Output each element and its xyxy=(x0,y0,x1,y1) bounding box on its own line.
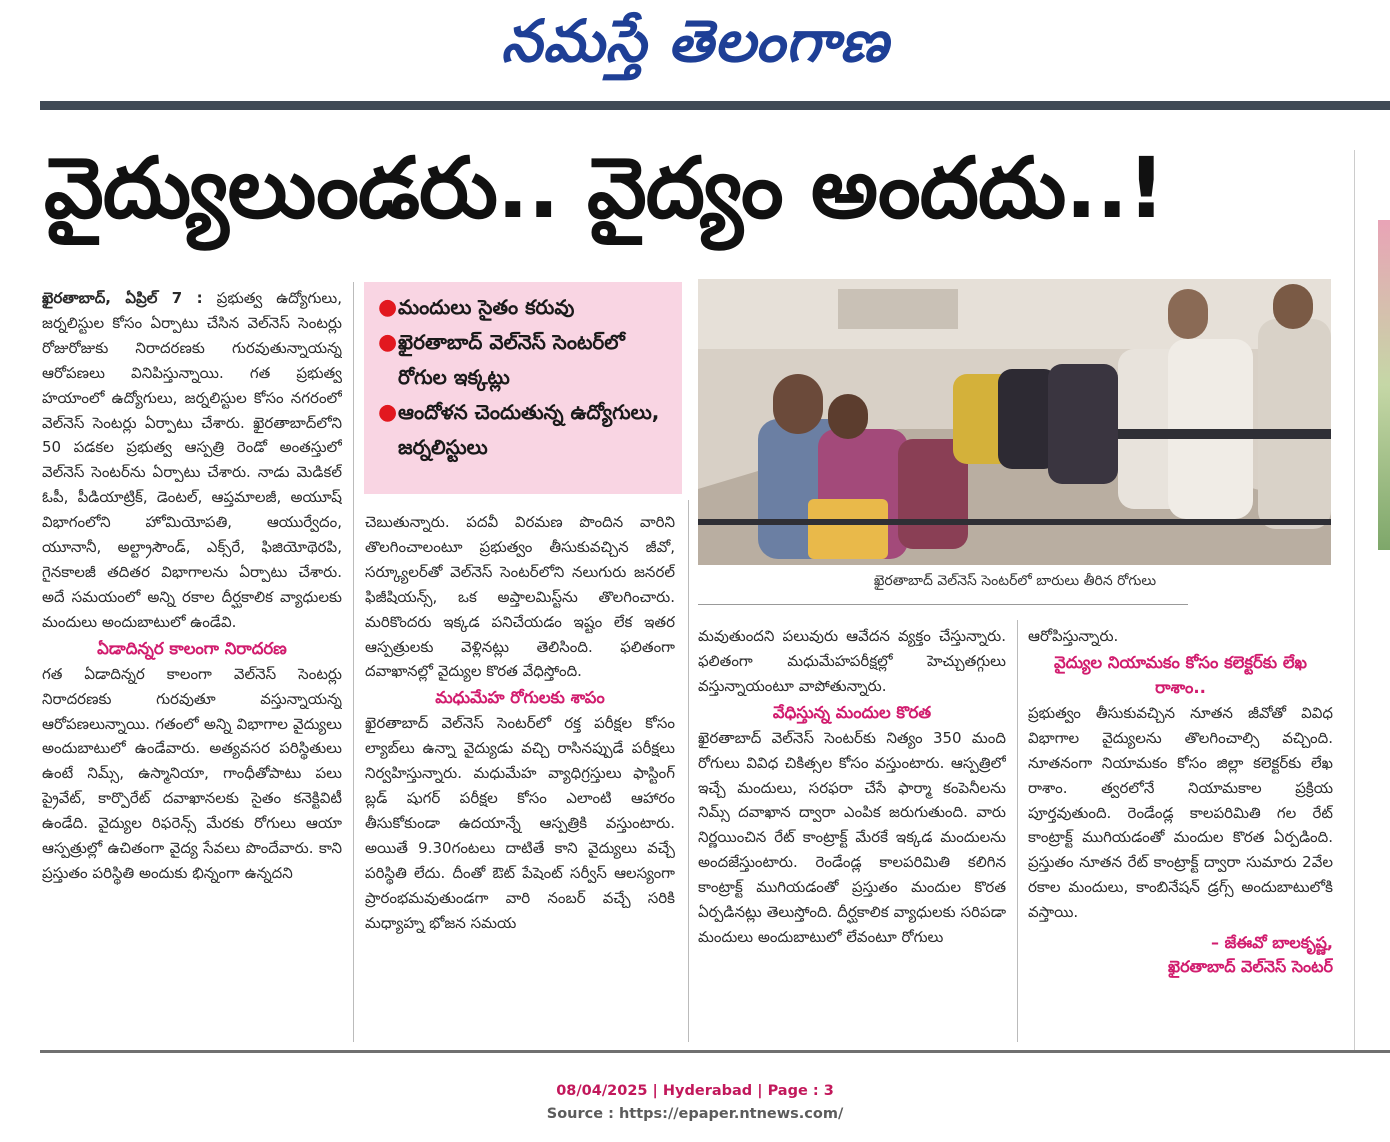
paragraph-diabetes: ఖైరతాబాద్ వెల్‌నెస్ సెంటర్‌లో రక్త పరీక్షల కోసం ల్యాబ్‌లు ఉన్నా వైద్యుడు వచ్చి రాసినప్పుడే పరీక్షలు నిర్వహిస్తున్నారు. మధుమేహ వ్యాధిగ్రస్తులు ఫాస్టింగ్ బ్లడ్ షుగర్ పరీక్షల కోసం ఎలాంటి ఆహారం తీసుకోకుండా ఉదయాన్నే ఆస్పత్రికి వస్తుంటారు. అయితే 9.30గంటలు దాటితే కాని వైద్యులు వచ్చే పరిస్థితి లేదు. దీంతో ఔట్ పేషెంట్ సర్వీస్ ఆలస్యంగా ప్రారంభమవుతుండగా వారి నంబర్ వచ్చే సరికి మధ్యాహ్న భోజన సమయ xyxy=(365,714,675,932)
paragraph-medicine-shortage: ఖైరతాబాద్ వెల్‌నెస్ సెంటర్‌కు నిత్యం 350 మంది రోగులు వివిధ చికిత్సల కోసం వస్తుంటారు. ఆస్పత్రిలో ఇచ్చే మందులు, సరఫరా చేసే ఫార్మా కంపెనీలను నిమ్స్ దవాఖాన ద్వారా ఎంపిక జరుగుతుంది. వారు నిర్ణయించిన రేట్ కాంట్రాక్ట్ మేరకే ఇక్కడ మందులను అందజేస్తుంటారు. రెండేండ్ల కాలపరిమితి కలిగిన కాంట్రాక్ట్ ముగియడంతో ప్రస్తుతం మందుల కొరత ఏర్పడినట్లు తెలుస్తోంది. దీర్ఘకాలిక వ్యాధులకు సరిపడా మందులు అందుబాటులో లేవంటూ రోగులు xyxy=(698,728,1006,946)
footer-source-line: Source : https://epaper.ntnews.com/ xyxy=(546,1106,844,1122)
adjacent-image-fragment xyxy=(1378,220,1390,550)
highlight-item: ● మందులు సైతం కరువు xyxy=(398,290,672,325)
bullet-dot-icon: ● xyxy=(378,295,398,320)
paragraph-neglect: గత ఏడాదిన్నర కాలంగా వెల్‌నెస్ సెంటర్లు నిరాదరణకు గురవుతూ వస్తున్నాయన్న ఆరోపణలున్నాయి. గతంలో అన్ని విభాగాల వైద్యులు అందుబాటులో ఉండేవారు. అత్యవసర పరిస్థితులు ఉంటే నిమ్స్, ఉస్మానియా, గాంధీతోపాటు పలు ప్రైవేట్, కార్పొరేట్ దవాఖానలకు సైతం కనెక్టివిటీ ఉండేది. వైద్యుల రిఫరెన్స్ మేరకు రోగులు ఆయా ఆస్పత్రుల్లో ఉచితంగా వైద్య సేవలు పొందేవారు. కాని ప్రస్తుతం పరిస్థితి అందుకు భిన్నంగా ఉన్నదని xyxy=(42,664,342,882)
subhead-collector-letter: వైద్యుల నియామకం కోసం కలెక్టర్‌కు లేఖ రాశాం.. xyxy=(1053,652,1308,697)
column-divider xyxy=(1017,620,1018,1042)
highlight-item: ● ఆందోళన చెందుతున్న ఉద్యోగులు, జర్నలిస్టులు xyxy=(398,395,672,465)
masthead xyxy=(0,0,1390,96)
bottom-rule xyxy=(40,1050,1390,1053)
highlights-box xyxy=(364,282,682,494)
paragraph-continuation: మవుతుందని పలువురు ఆవేదన వ్యక్తం చేస్తున్నారు. ఫలితంగా మధుమేహపరీక్షల్లో హెచ్చుతగ్గులు వస్తున్నాయంటూ వాపోతున్నారు. xyxy=(698,627,1006,695)
bullet-dot-icon: ● xyxy=(378,400,398,425)
article-column-3 xyxy=(698,624,1006,1046)
caption-divider xyxy=(698,604,1188,605)
subhead-diabetes: మధుమేహ రోగులకు శాపం xyxy=(435,688,605,708)
paragraph-official-quote: ప్రభుత్వం తీసుకువచ్చిన నూతన జీవోతో వివిధ విభాగాల వైద్యులను తొలగించాల్సి వచ్చింది. నూతనంగా నియామకం కోసం జిల్లా కలెక్టర్‌కు లేఖ రాశాం. త్వరలోనే నియామకాల ప్రక్రియ పూర్తవుతుంది. రెండేండ్ల కాలపరిమితి గల రేట్ కాంట్రాక్ట్ ముగియడంతో మందుల కొరత ఏర్పడింది. ప్రస్తుతం నూతన రేట్ కాంట్రాక్ట్ ద్వారా సుమారు 2వేల రకాల మందులు, కాంబినేషన్ డ్రగ్స్ అందుబాటులోకి వస్తాయి. xyxy=(1028,703,1333,922)
news-photo xyxy=(698,279,1331,565)
edge-rule xyxy=(1354,150,1355,1050)
article-headline: వైద్యులుండరు.. వైద్యం అందదు..! xyxy=(44,138,1165,237)
paragraph-allegations: ఆరోపిస్తున్నారు. xyxy=(1028,627,1119,645)
intro-text: ప్రభుత్వ ఉద్యోగులు, జర్నలిస్టుల కోసం ఏర్పాటు చేసిన వెల్‌నెస్ సెంటర్లు రోజురోజుకు నిరాదరణకు గురవుతున్నాయన్న ఆరోపణలు వినిపిస్తున్నాయి. గత ప్రభుత్వ హయాంలో ఉద్యోగులు, జర్నలిస్టుల కోసం నగరంలో వెల్‌నెస్ సెంటర్లు ఏర్పాటు చేశారు. ఖైరతాబాద్‌లోని 50 పడకల ప్రభుత్వ ఆస్పత్రి రెండో అంతస్తులో వెల్‌నెస్ సెంటర్‌ను ఏర్పాటు చేశారు. నాడు మెడికల్ ఓపీ, పీడియాట్రిక్, డెంటల్, ఆప్తమాలజీ, అయూష్ విభాగంలోని హోమియోపతి, ఆయుర్వేదం, యూనానీ, అల్ట్రాసౌండ్, ఎక్స్‌రే, ఫిజియోథెరపి, గైనకాలజీ తదితర విభాగాలను ఏర్పాటు చేశారు. అదే సమయంలో అన్ని రకాల దీర్ఘకాలిక వ్యాధులకు మందులు అందుబాటులో ఉండేవి. xyxy=(42,289,342,631)
intro-paragraph xyxy=(42,286,342,635)
article-column-1 xyxy=(42,286,342,1048)
waiting-patients-photo xyxy=(698,279,1331,565)
footer-date-line: 08/04/2025 | Hyderabad | Page : 3 xyxy=(556,1083,834,1099)
paragraph-doctors-removed: చెబుతున్నారు. పదవీ విరమణ పొందిన వారిని తొలగించాలంటూ ప్రభుత్వం తీసుకువచ్చిన జీవో, సర్క్యూలర్‌తో వెల్‌నెస్ సెంటర్‌లోని నలుగురు జనరల్ ఫిజీషియన్స్, ఒక అప్తాలమిస్ట్‌ను తొలగించారు. మరికొందరు ఇక్కడ పనిచేయడం ఇష్టం లేక ఇతర ఆస్పత్రులకు వెళ్లినట్లు తెలిసింది. ఫలితంగా దవాఖానల్లో వైద్యుల కొరత వేధిస్తోంది. xyxy=(365,513,675,681)
subhead-neglect: ఏడాదిన్నర కాలంగా నిరాదరణ xyxy=(97,638,287,658)
byline-name: – జేఈవో బాలకృష్ణ, xyxy=(1211,933,1333,953)
masthead-rule xyxy=(40,101,1390,110)
article-column-4 xyxy=(1028,624,1333,1046)
dateline: ఖైరతాబాద్, ఏప్రిల్ 7 : xyxy=(42,289,203,307)
adjacent-page-edge xyxy=(1354,150,1390,1050)
photo-caption: ఖైరతాబాద్ వెల్‌నెస్ సెంటర్‌లో బారులు తీరిన రోగులు xyxy=(873,573,1157,589)
column-divider xyxy=(353,282,354,1042)
page-footer xyxy=(0,1080,1390,1126)
highlight-item: ● ఖైరతాబాద్ వెల్‌నెస్ సెంటర్‌లో రోగుల ఇక్కట్లు xyxy=(398,325,672,395)
subhead-medicine-shortage: వేధిస్తున్న మందుల కొరత xyxy=(772,702,932,722)
column-divider xyxy=(688,500,689,1042)
article-column-2 xyxy=(365,510,675,1045)
bullet-dot-icon: ● xyxy=(378,330,398,355)
byline-organization: ఖైరతాబాద్ వెల్‌నెస్ సెంటర్ xyxy=(1167,957,1333,977)
masthead-logo: నమస్తే తెలంగాణ xyxy=(501,6,889,75)
